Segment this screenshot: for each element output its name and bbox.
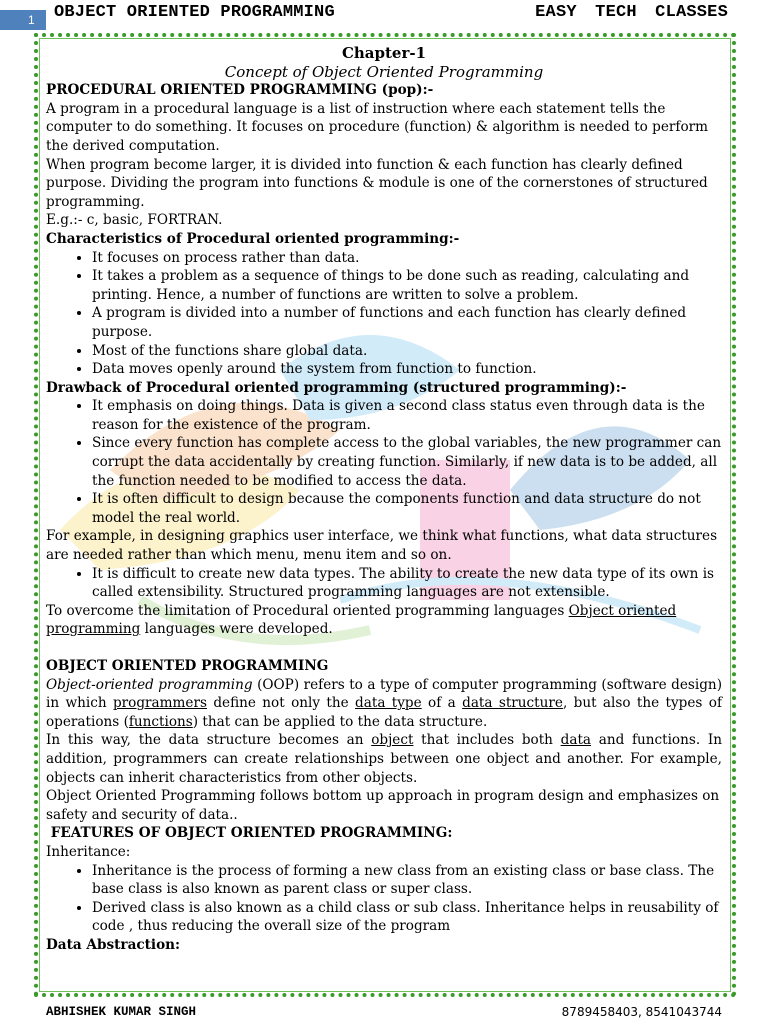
footer-phone: 8789458403, 8541043744 bbox=[561, 1005, 722, 1019]
chapter-subtitle: Concept of Object Oriented Programming bbox=[224, 62, 544, 81]
oop-term: Object-oriented programming bbox=[46, 676, 253, 693]
pop-para-1: A program in a procedural language is a list of instruction where each statement tells the computer to do something. It focuses on procedure (function) & algorithm is needed to perform the derived computation. bbox=[46, 100, 709, 154]
text-span: , but also the types of operations ( bbox=[46, 695, 722, 730]
characteristics-heading: Characteristics of Procedural oriented programming:- bbox=[46, 230, 460, 247]
list-item: • It focuses on process rather than data. bbox=[92, 249, 722, 268]
inheritance-list bbox=[46, 862, 722, 936]
pop-example: E.g.:- c, basic, FORTRAN. bbox=[46, 212, 223, 229]
oop-definition bbox=[46, 676, 722, 732]
oop-heading: OBJECT ORIENTED PROGRAMMING bbox=[46, 658, 329, 674]
abstraction-label: Data Abstraction: bbox=[46, 936, 181, 953]
text-span: and functions. In addition, programmers can create relationships between one object and another. For example, objects can inherit characteristics from other objects. bbox=[46, 732, 722, 786]
list-item: • Most of the functions share global data. bbox=[92, 342, 722, 361]
programmers-link[interactable]: programmers bbox=[112, 695, 207, 712]
oop-link[interactable]: Object oriented programming bbox=[46, 602, 677, 638]
page-number: 1 bbox=[0, 10, 46, 30]
oop-para-2 bbox=[46, 731, 722, 787]
header-institute: EASY TECH CLASSES bbox=[535, 3, 728, 22]
overcome-text-b: languages were developed. bbox=[140, 621, 333, 638]
pop-heading: PROCEDURAL ORIENTED PROGRAMMING (pop):- bbox=[46, 82, 434, 99]
chapter-title: Chapter-1 bbox=[341, 44, 427, 62]
list-item: • Inheritance is the process of forming a new class from an existing class or base class. The base class is also known as parent class or super class. bbox=[92, 862, 722, 899]
overcome-para bbox=[46, 602, 722, 639]
inheritance-label: Inheritance: bbox=[46, 843, 131, 860]
text-span: (OOP) refers to a type of computer programming (software design) in which bbox=[46, 676, 722, 712]
oop-para-3: Object Oriented Programming follows bottom up approach in program design and emphasizes on safety and security of data.. bbox=[46, 788, 720, 823]
list-item: • A program is divided into a number of functions and each function has clearly defined purpose. bbox=[92, 304, 722, 341]
functions-link[interactable]: functions bbox=[128, 713, 193, 730]
data-link[interactable]: data bbox=[560, 732, 592, 749]
document-body bbox=[46, 44, 722, 955]
pop-para-2: When program become larger, it is divided into function & each function has clearly defined purpose. Dividing the program into functions & module is one of the cornerstones of structured programming. bbox=[46, 156, 708, 210]
footer-author: ABHISHEK KUMAR SINGH bbox=[46, 1005, 197, 1019]
object-link[interactable]: object bbox=[371, 732, 414, 749]
gui-example: For example, in designing graphics user interface, we think what functions, what data structures are needed rather than which menu, menu item and so on. bbox=[46, 528, 718, 564]
text-span: of a bbox=[421, 695, 463, 712]
text-span: In this way, the data structure becomes an bbox=[46, 732, 372, 749]
drawback-list-2 bbox=[46, 565, 722, 602]
text-span: define not only the bbox=[206, 695, 356, 712]
overcome-text-a: To overcome the limitation of Procedural oriented programming languages bbox=[46, 602, 569, 619]
list-item: • It emphasis on doing things. Data is given a second class status even through data is the reason for the existence of the program. bbox=[92, 397, 722, 434]
list-item: • It is often difficult to design because the components function and data structure do not model the real world. bbox=[92, 490, 722, 527]
data-structure-link[interactable]: data structure bbox=[462, 695, 563, 712]
features-heading: FEATURES OF OBJECT ORIENTED PROGRAMMING: bbox=[46, 825, 453, 842]
text-span: ) that can be applied to the data structure. bbox=[192, 713, 488, 730]
drawback-list bbox=[46, 397, 722, 527]
list-item: • It is difficult to create new data types. The ability to create the new data type of its own is called extensibility. Structured programming languages are not extensible. bbox=[92, 565, 722, 602]
list-item: • It takes a problem as a sequence of things to be done such as reading, calculating and printing. Hence, a number of functions are written to solve a problem. bbox=[92, 267, 722, 304]
data-type-link[interactable]: data type bbox=[355, 695, 422, 712]
drawback-heading: Drawback of Procedural oriented programming (structured programming):- bbox=[46, 379, 627, 396]
list-item: • Data moves openly around the system from function to function. bbox=[92, 360, 722, 379]
list-item: • Derived class is also known as a child class or sub class. Inheritance helps in reusability of code , thus reducing the overall size of the program bbox=[92, 899, 722, 936]
characteristics-list bbox=[46, 249, 722, 379]
header-subject: OBJECT ORIENTED PROGRAMMING bbox=[54, 3, 335, 22]
list-item: • Since every function has complete access to the global variables, the new programmer can corrupt the data accidentally by creating function. Similarly, if new data is to be added, all the function needed to be modified to access the data. bbox=[92, 434, 722, 490]
text-span: that includes both bbox=[413, 732, 561, 749]
